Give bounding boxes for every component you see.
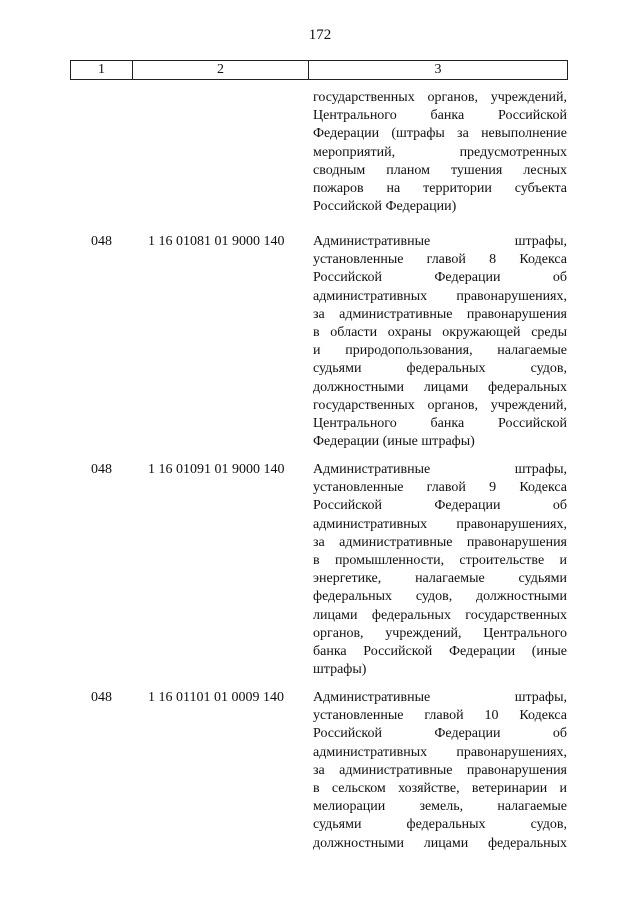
- description-line: мелиорации земель, налагаемые: [313, 799, 567, 815]
- description-line: в промышленности, строительстве и: [313, 552, 567, 568]
- continuation-description: [313, 89, 567, 216]
- row-admin-code: 048: [91, 690, 112, 705]
- description-line: судьями федеральных судов,: [313, 817, 567, 833]
- description-line: установленные главой 8 Кодекса: [313, 252, 567, 268]
- header-col-1: 1: [71, 61, 133, 79]
- table-header: [70, 60, 568, 80]
- row-kbk-code: 1 16 01101 01 0009 140: [148, 690, 284, 705]
- description-line: Российской Федерации): [313, 199, 457, 215]
- row-description: [313, 461, 567, 679]
- description-line: Российской Федерации об: [313, 726, 567, 742]
- description-line: за административные правонарушения: [313, 762, 567, 778]
- row-admin-code: 048: [91, 234, 112, 249]
- description-line: Центрального банка Российской: [313, 108, 567, 124]
- description-line: и природопользования, налагаемые: [313, 343, 567, 359]
- description-line: в области охраны окружающей среды: [313, 324, 567, 340]
- description-line: за административные правонарушения: [313, 306, 567, 322]
- description-line: энергетике, налагаемые судьями: [313, 571, 567, 587]
- description-line: Федерации (штрафы за невыполнение: [313, 126, 567, 142]
- row-description: [313, 689, 567, 853]
- description-line: в сельском хозяйстве, ветеринарии и: [313, 780, 567, 796]
- description-line: административных правонарушениях,: [313, 516, 567, 532]
- row-admin-code: 048: [91, 462, 112, 477]
- description-line: должностными лицами федеральных: [313, 379, 567, 395]
- page-number: 172: [308, 27, 332, 43]
- description-line: Центрального банка Российской: [313, 415, 567, 431]
- description-line: установленные главой 9 Кодекса: [313, 480, 567, 496]
- description-line: штрафы): [313, 662, 367, 678]
- description-line: органов, учреждений, Центрального: [313, 625, 567, 641]
- row-kbk-code: 1 16 01081 01 9000 140: [148, 234, 285, 249]
- description-line: мероприятий, предусмотренных: [313, 144, 567, 160]
- description-line: государственных органов, учреждений,: [313, 90, 567, 105]
- description-line: Административные штрафы,: [313, 690, 567, 705]
- description-line: пожаров на территории субъекта: [313, 180, 567, 196]
- description-line: должностными лицами федеральных: [313, 835, 567, 851]
- description-line: судьями федеральных судов,: [313, 361, 567, 377]
- description-line: Федерации (иные штрафы): [313, 434, 475, 450]
- description-line: государственных органов, учреждений,: [313, 397, 567, 413]
- description-line: Административные штрафы,: [313, 462, 567, 477]
- row-description: [313, 233, 567, 451]
- header-col-2: 2: [133, 61, 309, 79]
- header-col-3: 3: [434, 62, 442, 77]
- description-line: административных правонарушениях,: [313, 288, 567, 304]
- description-line: федеральных судов, должностными: [313, 589, 567, 605]
- description-line: банка Российской Федерации (иные: [313, 643, 567, 659]
- description-line: Российской Федерации об: [313, 498, 567, 514]
- description-line: административных правонарушениях,: [313, 744, 567, 760]
- description-line: Административные штрафы,: [313, 234, 567, 249]
- row-kbk-code: 1 16 01091 01 9000 140: [148, 462, 285, 477]
- description-line: установленные главой 10 Кодекса: [313, 708, 567, 724]
- description-line: за административные правонарушения: [313, 534, 567, 550]
- description-line: лицами федеральных государственных: [313, 607, 567, 623]
- description-line: сводным планом тушения лесных: [313, 162, 567, 178]
- description-line: Российской Федерации об: [313, 270, 567, 286]
